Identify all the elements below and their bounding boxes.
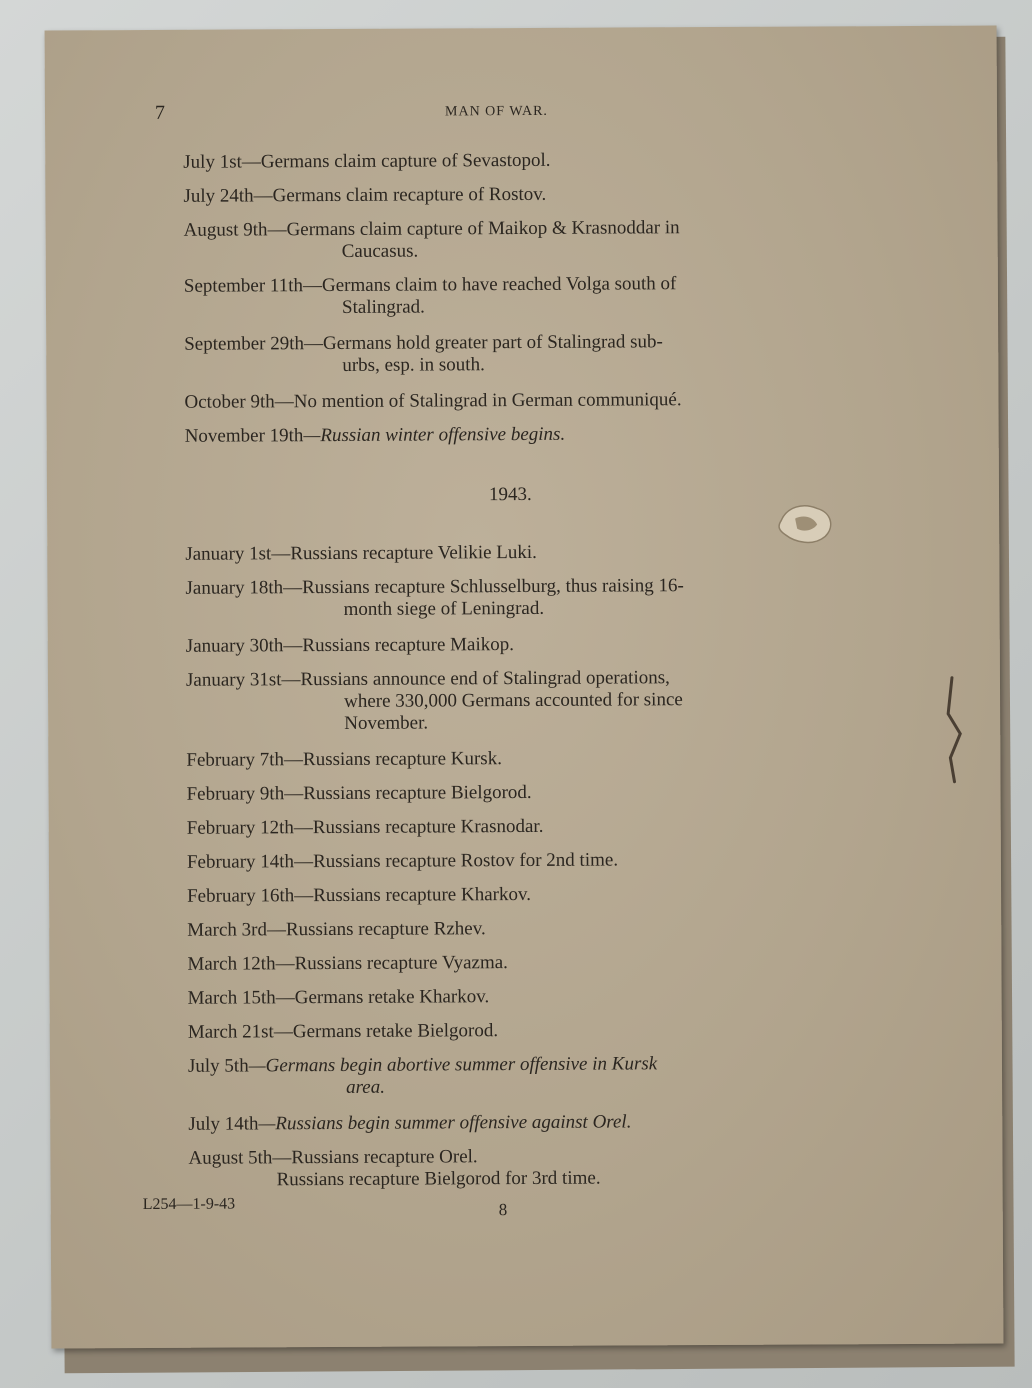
entry-date: September 11th — [183, 275, 304, 297]
timeline-entry — [186, 746, 886, 772]
timeline-entry — [184, 216, 884, 264]
timeline-entry — [184, 272, 884, 320]
entry-date: February 16th — [187, 885, 295, 907]
entry-event: —Russians recapture Velikie Luki. — [271, 541, 537, 565]
timeline-entry — [183, 148, 883, 174]
page-number-bottom: 8 — [498, 1200, 508, 1220]
entry-event: —Russians recapture Schlusselburg, thus raising 16- — [283, 575, 684, 599]
entry-date: July 24th — [183, 185, 254, 207]
entry-date: February 12th — [186, 817, 294, 839]
entry-event: —Germans claim recapture of Rostov. — [253, 183, 547, 207]
entry-date: October 9th — [184, 391, 275, 413]
timeline-entry — [187, 780, 887, 806]
entry-date: March 21st — [187, 1021, 274, 1043]
entry-date: September 29th — [184, 333, 305, 355]
timeline-entry — [187, 916, 887, 942]
entry-date: January 18th — [185, 577, 284, 599]
timeline-entry — [188, 984, 888, 1010]
entry-event: —Russians announce end of Stalingrad operations, — [281, 667, 670, 691]
entry-event: —Russians recapture Kharkov. — [294, 883, 532, 907]
entry-date: March 15th — [187, 987, 276, 1009]
timeline-entry — [186, 632, 886, 658]
timeline-entry — [188, 1018, 888, 1044]
timeline-entry — [188, 1110, 888, 1136]
entry-continuation: where 330,000 Germans accounted for since — [344, 689, 683, 712]
entry-event: —Russians recapture Kursk. — [283, 748, 502, 771]
entry-event: —Russians recapture Bielgorod. — [284, 781, 532, 805]
entry-event: —Germans retake Bielgorod. — [273, 1020, 499, 1043]
entry-event: —No mention of Stalingrad in German communiqué. — [274, 389, 682, 413]
entry-event: —Russians recapture Orel. — [272, 1146, 478, 1169]
timeline-entry — [188, 1052, 888, 1100]
timeline-entry — [188, 1144, 888, 1192]
entry-date: August 9th — [183, 219, 268, 241]
entry-event: —Germans claim to have reached Volga south of — [302, 273, 677, 297]
timeline-entry — [184, 388, 884, 414]
entry-event: —Germans claim capture of Maikop & Krasnoddar in — [267, 217, 680, 241]
entry-date: February 7th — [186, 749, 285, 771]
entry-event: —Russians recapture Vyazma. — [275, 952, 508, 975]
entry-event: —Germans begin abortive summer offensive in Kursk — [248, 1053, 658, 1077]
entry-date: March 12th — [187, 953, 276, 975]
entry-date: July 1st — [183, 151, 242, 173]
timeline-entry — [185, 422, 885, 448]
entry-event: —Russians begin summer offensive against Orel. — [258, 1111, 632, 1135]
entry-date: August 5th — [188, 1147, 273, 1169]
print-code: L254—1-9-43 — [142, 1195, 236, 1214]
entry-event: —Germans retake Kharkov. — [275, 986, 490, 1009]
entry-event: —Germans hold greater part of Stalingrad sub- — [303, 331, 663, 355]
entry-event: —Russians recapture Maikop. — [283, 634, 515, 657]
entry-date: January 31st — [185, 669, 282, 691]
timeline-entry — [183, 182, 883, 208]
entry-event: —Russians recapture Krasnodar. — [293, 815, 544, 839]
entry-date: July 5th — [187, 1055, 249, 1077]
entry-event: —Russian winter offensive begins. — [303, 423, 566, 447]
page-number-top: 7 — [154, 101, 166, 124]
timeline-entry — [187, 882, 887, 908]
entry-date: July 14th — [188, 1113, 259, 1135]
timeline-entry — [187, 848, 887, 874]
entry-continuation: November. — [344, 712, 429, 734]
entry-event: —Russians recapture Rzhev. — [266, 918, 486, 941]
timeline-entry — [184, 330, 884, 378]
entry-continuation: month siege of Leningrad. — [343, 597, 545, 620]
entry-continuation: area. — [346, 1076, 386, 1098]
staple-mark-icon — [938, 674, 969, 786]
timeline-entry — [186, 666, 886, 736]
timeline-entry — [187, 814, 887, 840]
entry-date: November 19th — [184, 425, 304, 447]
paper-tear-icon — [773, 498, 839, 548]
timeline-entry — [187, 950, 887, 976]
entry-event: —Germans claim capture of Sevastopol. — [241, 149, 551, 173]
entry-continuation: Stalingrad. — [341, 296, 425, 318]
timeline-entry — [185, 574, 885, 622]
document-page — [45, 26, 1004, 1349]
year-heading: 1943. — [488, 483, 532, 506]
running-head: MAN OF WAR. — [444, 103, 548, 120]
entry-event: —Russians recapture Rostov for 2nd time. — [293, 849, 619, 873]
entry-continuation: Russians recapture Bielgorod for 3rd time. — [276, 1167, 601, 1191]
entry-date: February 14th — [186, 851, 295, 873]
entry-date: February 9th — [186, 783, 285, 805]
entry-continuation: urbs, esp. in south. — [342, 354, 485, 376]
entry-date: January 1st — [185, 543, 272, 565]
entry-continuation: Caucasus. — [341, 240, 419, 262]
entry-date: January 30th — [185, 635, 284, 657]
entry-date: March 3rd — [187, 919, 267, 941]
